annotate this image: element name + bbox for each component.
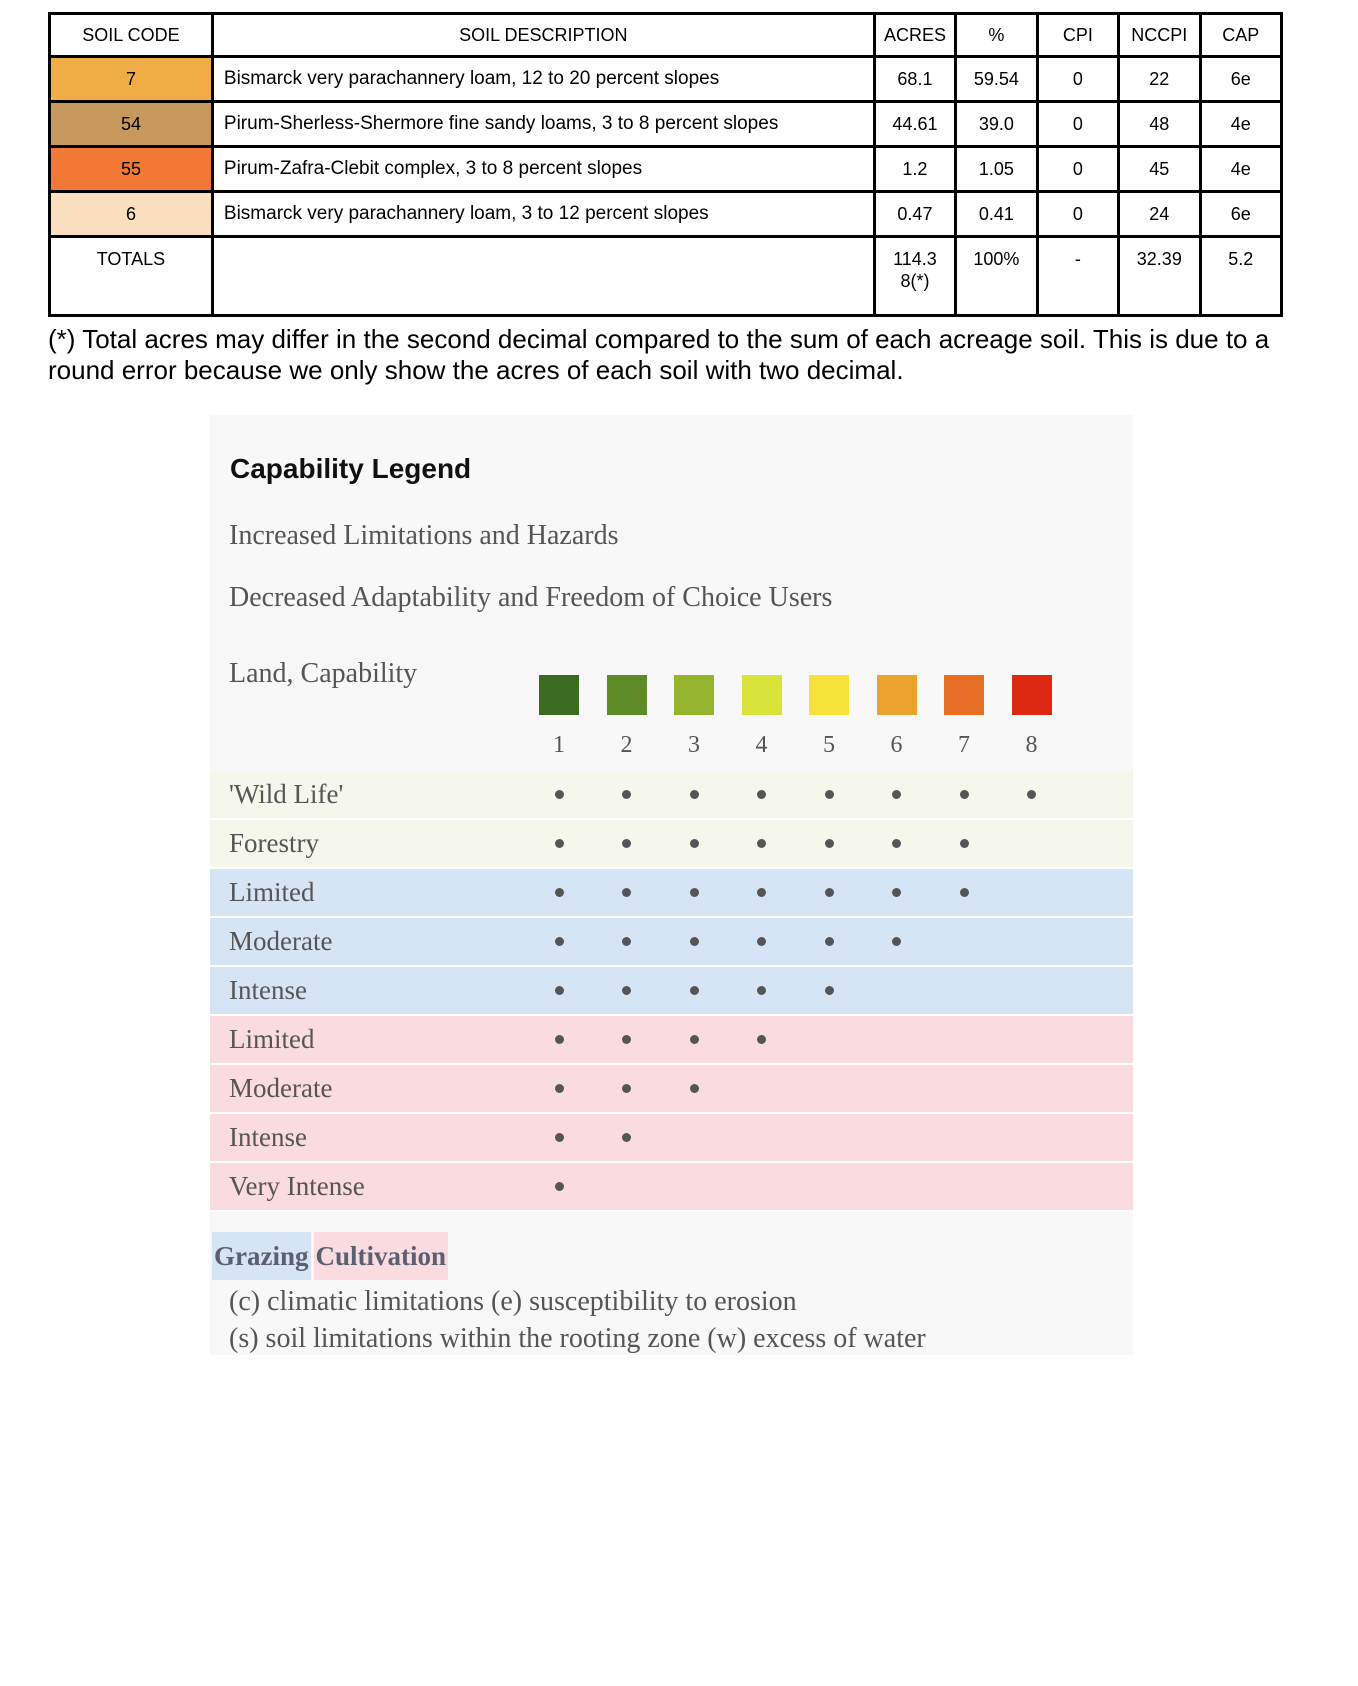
capability-class-2-swatch xyxy=(607,675,647,715)
suitability-dot xyxy=(555,1035,564,1044)
capability-class-1-swatch xyxy=(539,675,579,715)
suitability-dot xyxy=(757,888,766,897)
legend-line-limitations: Increased Limitations and Hazards xyxy=(229,520,619,551)
land-use-row xyxy=(210,918,1133,967)
suitability-dot xyxy=(622,839,631,848)
capability-class-number: 6 xyxy=(890,732,903,758)
soil-description-cell: Pirum-Zafra-Clebit complex, 3 to 8 percent slopes xyxy=(212,147,874,192)
capability-class-6-swatch xyxy=(877,675,917,715)
definition-line: (c) climatic limitations (e) susceptibility to erosion xyxy=(229,1286,797,1317)
land-use-row xyxy=(210,869,1133,918)
cpi-cell: 0 xyxy=(1037,102,1118,147)
suitability-dot xyxy=(555,1182,564,1191)
nccpi-cell: 45 xyxy=(1119,147,1200,192)
header-soil-description: SOIL DESCRIPTION xyxy=(212,14,874,57)
totals-acres: 114.3 8(*) xyxy=(874,237,955,316)
suitability-dot xyxy=(757,790,766,799)
cultivation-label: Cultivation xyxy=(314,1232,449,1280)
cap-cell: 6e xyxy=(1200,192,1281,237)
suitability-dot xyxy=(1027,790,1036,799)
header-acres: ACRES xyxy=(874,14,955,57)
soil-code-cell: 7 xyxy=(50,57,213,102)
land-use-row xyxy=(210,1065,1133,1114)
legend-line-adaptability: Decreased Adaptability and Freedom of Choice Users xyxy=(229,582,833,613)
cpi-cell: 0 xyxy=(1037,57,1118,102)
suitability-dot xyxy=(555,1133,564,1142)
capability-class-swatches xyxy=(539,675,1079,775)
nccpi-cell: 48 xyxy=(1119,102,1200,147)
suitability-dot xyxy=(555,790,564,799)
capability-class-number: 7 xyxy=(958,732,970,758)
table-row xyxy=(50,192,1282,237)
suitability-dot xyxy=(825,937,834,946)
table-header-row xyxy=(50,14,1282,57)
suitability-dot xyxy=(825,986,834,995)
land-use-row xyxy=(210,1114,1133,1163)
header-nccpi: NCCPI xyxy=(1119,14,1200,57)
nccpi-cell: 22 xyxy=(1119,57,1200,102)
table-row xyxy=(50,147,1282,192)
cpi-cell: 0 xyxy=(1037,192,1118,237)
capability-legend xyxy=(210,415,1133,1355)
suitability-dot xyxy=(690,1084,699,1093)
totals-nccpi: 32.39 xyxy=(1119,237,1200,316)
definition-line: (s) soil limitations within the rooting zone (w) excess of water xyxy=(229,1323,926,1354)
totals-percent: 100% xyxy=(956,237,1037,316)
legend-title: Capability Legend xyxy=(230,453,472,484)
land-use-label: Very Intense xyxy=(229,1171,365,1201)
suitability-dot xyxy=(892,839,901,848)
land-capability-label: Land, Capability xyxy=(229,658,418,689)
suitability-dot xyxy=(892,790,901,799)
totals-label: TOTALS xyxy=(50,237,213,316)
table-row xyxy=(50,102,1282,147)
table-row xyxy=(50,57,1282,102)
totals-cap: 5.2 xyxy=(1200,237,1281,316)
soil-description-cell: Bismarck very parachannery loam, 3 to 12 percent slopes xyxy=(212,192,874,237)
capability-class-3-swatch xyxy=(674,675,714,715)
suitability-dot xyxy=(757,986,766,995)
land-use-label: Intense xyxy=(229,975,307,1005)
acres-cell: 44.61 xyxy=(874,102,955,147)
suitability-dot xyxy=(892,888,901,897)
capability-class-8-swatch xyxy=(1012,675,1052,715)
totals-row xyxy=(50,237,1282,316)
suitability-dot xyxy=(622,1084,631,1093)
suitability-dot xyxy=(960,839,969,848)
suitability-dot xyxy=(622,790,631,799)
suitability-dot xyxy=(690,790,699,799)
suitability-dot xyxy=(555,839,564,848)
rounding-note: (*) Total acres may differ in the second decimal compared to the sum of each acreage soil. This is due to a round error because we only show the acres of each soil with two decimal. xyxy=(48,324,1270,385)
suitability-dot xyxy=(825,839,834,848)
suitability-dot xyxy=(690,888,699,897)
totals-description xyxy=(212,237,874,316)
suitability-dot xyxy=(690,986,699,995)
suitability-dot xyxy=(555,937,564,946)
totals-cpi: - xyxy=(1037,237,1118,316)
percent-cell: 0.41 xyxy=(956,192,1037,237)
land-use-rows xyxy=(210,771,1133,1212)
land-use-row xyxy=(210,967,1133,1016)
header-cap: CAP xyxy=(1200,14,1281,57)
cpi-cell: 0 xyxy=(1037,147,1118,192)
capability-class-number: 4 xyxy=(755,732,768,758)
capability-class-7-swatch xyxy=(944,675,984,715)
suitability-dot xyxy=(622,986,631,995)
soil-description-cell: Pirum-Sherless-Shermore fine sandy loams, 3 to 8 percent slopes xyxy=(212,102,874,147)
soil-table xyxy=(48,12,1283,317)
suitability-dot xyxy=(622,1035,631,1044)
land-use-row xyxy=(210,1163,1133,1212)
header-cpi: CPI xyxy=(1037,14,1118,57)
capability-class-number: 5 xyxy=(823,732,835,758)
land-use-label: Limited xyxy=(229,1024,315,1054)
suitability-dot xyxy=(622,1133,631,1142)
suitability-dot xyxy=(960,790,969,799)
capability-class-number: 1 xyxy=(553,732,565,758)
percent-cell: 39.0 xyxy=(956,102,1037,147)
suitability-dot xyxy=(690,937,699,946)
header-soil-code: SOIL CODE xyxy=(50,14,213,57)
acres-cell: 68.1 xyxy=(874,57,955,102)
suitability-dot xyxy=(892,937,901,946)
header-percent: % xyxy=(956,14,1037,57)
soil-code-cell: 55 xyxy=(50,147,213,192)
suitability-dot xyxy=(622,888,631,897)
suitability-dot xyxy=(757,1035,766,1044)
suitability-dot xyxy=(825,888,834,897)
land-use-label: Forestry xyxy=(229,828,319,858)
cap-cell: 4e xyxy=(1200,147,1281,192)
suitability-dot xyxy=(690,1035,699,1044)
suitability-dot xyxy=(555,1084,564,1093)
percent-cell: 59.54 xyxy=(956,57,1037,102)
capability-class-number: 2 xyxy=(620,732,633,758)
cap-cell: 6e xyxy=(1200,57,1281,102)
soil-code-cell: 54 xyxy=(50,102,213,147)
suitability-dot xyxy=(825,790,834,799)
suitability-dot xyxy=(757,937,766,946)
limitation-definitions xyxy=(229,1283,926,1357)
grazing-label: Grazing xyxy=(212,1232,311,1280)
suitability-dot xyxy=(690,839,699,848)
land-use-label: Limited xyxy=(229,877,315,907)
capability-class-5-swatch xyxy=(809,675,849,715)
suitability-dot xyxy=(555,888,564,897)
legend-categories xyxy=(212,1232,448,1280)
cap-cell: 4e xyxy=(1200,102,1281,147)
land-use-label: Moderate xyxy=(229,926,333,956)
percent-cell: 1.05 xyxy=(956,147,1037,192)
capability-class-4-swatch xyxy=(742,675,782,715)
land-use-row xyxy=(210,1016,1133,1065)
land-use-row xyxy=(210,820,1133,869)
soil-code-cell: 6 xyxy=(50,192,213,237)
suitability-dot xyxy=(622,937,631,946)
acres-cell: 0.47 xyxy=(874,192,955,237)
soil-description-cell: Bismarck very parachannery loam, 12 to 20 percent slopes xyxy=(212,57,874,102)
capability-class-number: 3 xyxy=(688,732,700,758)
land-use-label: Moderate xyxy=(229,1073,333,1103)
land-use-label: 'Wild Life' xyxy=(229,779,344,809)
land-use-label: Intense xyxy=(229,1122,307,1152)
suitability-dot xyxy=(757,839,766,848)
capability-class-number: 8 xyxy=(1025,732,1038,758)
suitability-dot xyxy=(555,986,564,995)
acres-cell: 1.2 xyxy=(874,147,955,192)
nccpi-cell: 24 xyxy=(1119,192,1200,237)
land-use-row xyxy=(210,771,1133,820)
suitability-dot xyxy=(960,888,969,897)
